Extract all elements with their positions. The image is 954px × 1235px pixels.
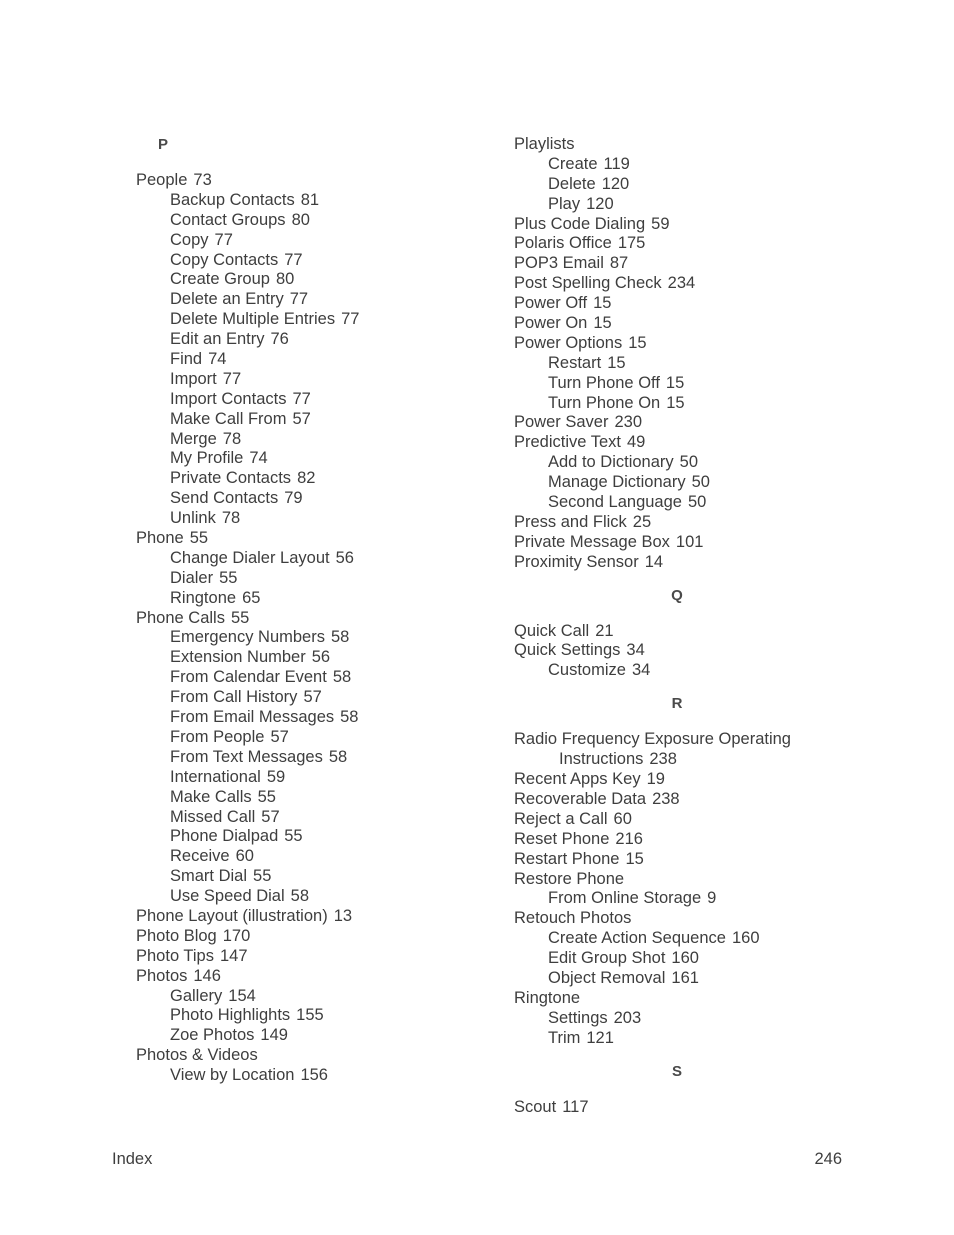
entry-page-number: 78 (221, 509, 241, 528)
entry-term: Use Speed Dial (170, 887, 285, 906)
entry-page-number: 56 (335, 548, 354, 567)
entry-page-number: 117 (562, 1097, 589, 1116)
index-subentry (514, 661, 834, 681)
entry-page-number: 55 (257, 787, 276, 806)
index-subentry (136, 867, 466, 887)
entry-page-number: 55 (253, 867, 272, 886)
entry-term: Delete (548, 174, 596, 193)
index-entry (514, 870, 834, 890)
entry-page-number: 101 (675, 532, 704, 551)
entry-term: Reset Phone (514, 829, 610, 848)
entry-page-number: 160 (671, 949, 699, 968)
entry-page-number: 15 (607, 353, 626, 372)
entry-term: From Text Messages (170, 747, 323, 766)
index-subentry (136, 251, 466, 271)
entry-page-number: 74 (249, 449, 268, 468)
letter-heading: R (671, 695, 683, 713)
entry-term: Play (548, 194, 581, 213)
entry-term: Power Options (514, 333, 623, 352)
index-subentry (136, 191, 466, 211)
index-subentry (136, 827, 466, 847)
index-entry (136, 609, 466, 629)
entry-term: POP3 Email (514, 254, 604, 273)
index-subentry (136, 569, 466, 589)
entry-page-number: 15 (593, 314, 612, 333)
entry-page-number: 57 (303, 688, 322, 707)
index-subentry (136, 211, 466, 231)
entry-term: Edit Group Shot (548, 949, 666, 968)
entry-term: Merge (170, 429, 217, 448)
entry-page-number: 56 (311, 648, 331, 667)
entry-term: Photo Tips (136, 946, 214, 965)
entry-page-number: 14 (644, 552, 664, 571)
entry-term: Add to Dictionary (548, 453, 674, 472)
entry-page-number: 81 (300, 190, 320, 209)
entry-term: Press and Flick (514, 512, 627, 531)
index-entry (514, 1098, 834, 1118)
index-subentry (136, 489, 466, 509)
entry-term: Send Contacts (170, 489, 279, 508)
entry-term: Backup Contacts (170, 190, 295, 209)
entry-term: Radio Frequency Exposure Operating (514, 730, 791, 749)
entry-page-number: 121 (586, 1028, 614, 1047)
index-subentry (514, 175, 834, 195)
entry-term: From Online Storage (548, 889, 702, 908)
index-subentry (136, 728, 466, 748)
index-subentry (514, 889, 834, 909)
entry-term: Proximity Sensor (514, 552, 639, 571)
entry-term: Predictive Text (514, 433, 621, 452)
entry-page-number: 203 (613, 1008, 642, 1027)
index-subentry (136, 469, 466, 489)
entry-page-number: 55 (219, 568, 238, 587)
index-subentry (136, 370, 466, 390)
entry-page-number: 160 (731, 929, 760, 948)
entry-page-number: 50 (691, 473, 710, 492)
entry-term: Change Dialer Layout (170, 548, 330, 567)
index-subentry (136, 1066, 466, 1086)
entry-term: Private Contacts (170, 469, 292, 488)
footer-page-number: 246 (814, 1150, 842, 1168)
index-entry (514, 850, 834, 870)
index-entry (136, 967, 466, 987)
entry-term: Gallery (170, 986, 223, 1005)
index-entry (514, 533, 834, 553)
index-entry (136, 927, 466, 947)
entry-term: Customize (548, 661, 626, 680)
entry-term: Import Contacts (170, 389, 287, 408)
index-entry (136, 529, 466, 549)
letter-heading: P (157, 136, 168, 153)
entry-page-number: 147 (219, 946, 248, 965)
entry-page-number: 55 (189, 529, 209, 548)
index-subentry (136, 847, 466, 867)
entry-term: Unlink (170, 509, 216, 528)
entry-term: Zoe Photos (170, 1026, 255, 1045)
entry-term: Photo Highlights (170, 1006, 291, 1025)
index-subentry (136, 628, 466, 648)
index-subentry (514, 1009, 834, 1029)
index-subentry (136, 887, 466, 907)
entry-page-number: 80 (275, 270, 295, 289)
index-subentry (136, 310, 466, 330)
entry-page-number: 21 (595, 621, 614, 640)
index-entry (514, 790, 834, 810)
entry-term: Extension Number (170, 648, 306, 667)
entry-term: Manage Dictionary (548, 473, 686, 492)
index-subentry (514, 195, 834, 215)
entry-page-number: 58 (340, 708, 359, 727)
entry-term: Receive (170, 847, 230, 866)
index-subentry (136, 1026, 466, 1046)
entry-page-number: 58 (328, 747, 348, 766)
index-entry (514, 215, 834, 235)
entry-term: Photo Blog (136, 926, 217, 945)
entry-term: Delete Multiple Entries (170, 310, 336, 329)
entry-page-number: 156 (300, 1066, 328, 1085)
entry-term: Find (170, 350, 203, 369)
entry-page-number: 34 (631, 661, 651, 680)
index-subentry (136, 509, 466, 529)
index-subentry (136, 768, 466, 788)
entry-page-number: 82 (297, 469, 316, 488)
entry-page-number: 57 (261, 807, 280, 826)
entry-term: Turn Phone Off (548, 373, 660, 392)
index-entry (514, 294, 834, 314)
footer-section-label: Index (112, 1150, 153, 1168)
entry-term: Make Calls (170, 787, 252, 806)
entry-page-number: 59 (266, 767, 286, 786)
entry-term: View by Location (170, 1066, 295, 1085)
entry-term: Create Action Sequence (548, 929, 726, 948)
entry-term: Second Language (548, 493, 682, 512)
index-subentry (136, 808, 466, 828)
index-subentry (136, 688, 466, 708)
entry-term: Instructions (559, 750, 644, 769)
entry-term: Playlists (514, 135, 575, 153)
entry-term: Power Saver (514, 413, 609, 432)
index-subentry (514, 453, 834, 473)
entry-term: Ringtone (514, 988, 581, 1007)
index-column-right (514, 135, 834, 1117)
index-subentry (136, 290, 466, 310)
entry-term: Recoverable Data (514, 789, 647, 808)
entry-page-number: 49 (627, 433, 646, 452)
entry-term: Create Group (170, 270, 270, 289)
index-entry (136, 171, 466, 191)
entry-page-number: 15 (666, 393, 685, 412)
entry-term: International (170, 767, 261, 786)
entry-page-number: 77 (341, 310, 360, 329)
index-entry (136, 947, 466, 967)
entry-page-number: 58 (332, 668, 352, 687)
entry-page-number: 58 (290, 887, 310, 906)
entry-term: Retouch Photos (514, 909, 632, 928)
index-entry (136, 907, 466, 927)
entry-page-number: 170 (222, 926, 251, 945)
index-subentry (136, 231, 466, 251)
entry-page-number: 9 (707, 889, 717, 908)
entry-term: Quick Settings (514, 641, 621, 660)
index-subentry (136, 430, 466, 450)
entry-page-number: 60 (613, 809, 632, 828)
entry-term: From Email Messages (170, 708, 335, 727)
index-entry (514, 622, 834, 642)
index-subentry (136, 549, 466, 569)
index-subentry (136, 1006, 466, 1026)
index-entry (514, 234, 834, 254)
entry-term: Photos & Videos (136, 1046, 258, 1065)
entry-term: Turn Phone On (548, 393, 661, 412)
entry-term: Photos (136, 966, 188, 985)
entry-page-number: 155 (296, 1006, 324, 1025)
index-entry (514, 641, 834, 661)
index-entry (514, 413, 834, 433)
index-entry (514, 314, 834, 334)
index-subentry (514, 969, 834, 989)
entry-page-number: 15 (665, 373, 685, 392)
entry-page-number: 19 (646, 770, 665, 789)
entry-term: Private Message Box (514, 532, 670, 551)
entry-term: Restore Phone (514, 869, 625, 888)
entry-term: Phone Calls (136, 608, 225, 627)
entry-page-number: 175 (617, 234, 646, 253)
entry-page-number: 73 (193, 171, 212, 189)
entry-term: Copy Contacts (170, 250, 279, 269)
entry-term: Trim (548, 1028, 581, 1047)
entry-page-number: 58 (330, 628, 350, 647)
letter-heading: Q (671, 586, 683, 604)
entry-term: Power Off (514, 294, 588, 313)
entry-page-number: 76 (270, 330, 289, 349)
entry-page-number: 120 (601, 174, 630, 193)
entry-page-number: 57 (292, 409, 311, 428)
entry-term: Delete an Entry (170, 290, 284, 309)
entry-page-number: 15 (628, 333, 647, 352)
index-entry (514, 274, 834, 294)
entry-term: Phone Layout (illustration) (136, 906, 328, 925)
index-entry (514, 810, 834, 830)
entry-page-number: 55 (284, 827, 303, 846)
entry-term: Emergency Numbers (170, 628, 325, 647)
entry-term: Polaris Office (514, 234, 612, 253)
entry-page-number: 77 (284, 250, 303, 269)
index-subentry (514, 354, 834, 374)
index-subentry (514, 750, 834, 770)
index-entry (514, 254, 834, 274)
entry-page-number: 77 (222, 369, 242, 388)
entry-page-number: 154 (228, 986, 256, 1005)
entry-term: Power On (514, 314, 588, 333)
entry-term: From Call History (170, 688, 298, 707)
index-subentry (136, 330, 466, 350)
entry-term: Quick Call (514, 621, 590, 640)
entry-page-number: 146 (193, 966, 221, 985)
entry-term: Make Call From (170, 409, 287, 428)
index-entry (514, 334, 834, 354)
entry-term: Import (170, 369, 217, 388)
index-subentry (136, 708, 466, 728)
index-subentry (136, 390, 466, 410)
index-entry (514, 989, 834, 1009)
index-subentry (514, 1029, 834, 1049)
entry-term: Phone (136, 529, 184, 548)
entry-page-number: 60 (235, 847, 254, 866)
entry-term: Edit an Entry (170, 330, 265, 349)
entry-page-number: 13 (333, 906, 353, 925)
entry-term: Missed Call (170, 807, 256, 826)
index-entry (514, 135, 834, 155)
entry-page-number: 234 (667, 274, 696, 293)
index-subentry (514, 394, 834, 414)
entry-term: From Calendar Event (170, 668, 327, 687)
index-subentry (136, 648, 466, 668)
index-entry (514, 513, 834, 533)
index-column-left (136, 135, 466, 1086)
index-subentry (514, 155, 834, 175)
entry-page-number: 57 (270, 727, 289, 746)
entry-term: Create (548, 154, 598, 173)
entry-page-number: 216 (615, 829, 643, 848)
entry-page-number: 79 (284, 489, 303, 508)
index-entry (514, 909, 834, 929)
entry-term: Plus Code Dialing (514, 214, 646, 233)
entry-page-number: 25 (632, 512, 652, 531)
entry-term: Restart Phone (514, 849, 620, 868)
index-subentry (514, 949, 834, 969)
entry-term: Phone Dialpad (170, 827, 279, 846)
index-entry (514, 553, 834, 573)
entry-page-number: 119 (603, 154, 630, 173)
index-subentry (136, 987, 466, 1007)
index-entry (514, 830, 834, 850)
index-subentry (136, 270, 466, 290)
index-entry (136, 1046, 466, 1066)
entry-page-number: 34 (626, 641, 645, 660)
entry-page-number: 15 (625, 849, 644, 868)
index-subentry (514, 374, 834, 394)
entry-term: Copy (170, 230, 209, 249)
entry-term: Scout (514, 1097, 557, 1116)
entry-term: Post Spelling Check (514, 274, 662, 293)
index-entry (514, 433, 834, 453)
entry-page-number: 59 (651, 214, 670, 233)
entry-term: Ringtone (170, 588, 237, 607)
entry-page-number: 74 (208, 350, 227, 369)
entry-term: Restart (548, 353, 602, 372)
index-subentry (136, 410, 466, 430)
index-subentry (136, 589, 466, 609)
entry-page-number: 55 (230, 608, 250, 627)
entry-term: Smart Dial (170, 867, 248, 886)
entry-term: Object Removal (548, 968, 666, 987)
index-subentry (514, 493, 834, 513)
index-subentry (136, 449, 466, 469)
entry-page-number: 15 (593, 294, 612, 313)
entry-term: Reject a Call (514, 809, 608, 828)
entry-term: My Profile (170, 449, 244, 468)
index-entry (514, 730, 834, 750)
index-subentry (136, 788, 466, 808)
entry-page-number: 77 (214, 230, 233, 249)
entry-page-number: 78 (222, 429, 242, 448)
index-subentry (136, 668, 466, 688)
entry-page-number: 238 (652, 789, 680, 808)
entry-term: From People (170, 727, 265, 746)
index-entry (514, 770, 834, 790)
entry-term: Recent Apps Key (514, 770, 641, 789)
entry-term: Contact Groups (170, 210, 286, 229)
entry-page-number: 77 (289, 290, 309, 309)
entry-page-number: 50 (679, 453, 699, 472)
entry-term: People (136, 171, 188, 189)
entry-page-number: 65 (242, 588, 261, 607)
entry-page-number: 50 (687, 493, 707, 512)
index-subentry (514, 929, 834, 949)
index-subentry (136, 350, 466, 370)
entry-page-number: 238 (649, 750, 677, 769)
entry-page-number: 120 (586, 194, 614, 213)
entry-page-number: 77 (292, 389, 311, 408)
entry-page-number: 230 (614, 413, 642, 432)
entry-page-number: 161 (671, 968, 699, 987)
entry-page-number: 149 (260, 1026, 288, 1045)
letter-heading: S (671, 1062, 682, 1080)
entry-term: Settings (548, 1008, 608, 1027)
entry-page-number: 87 (609, 254, 629, 273)
entry-page-number: 80 (291, 210, 310, 229)
entry-term: Dialer (170, 568, 214, 587)
index-subentry (514, 473, 834, 493)
index-subentry (136, 748, 466, 768)
